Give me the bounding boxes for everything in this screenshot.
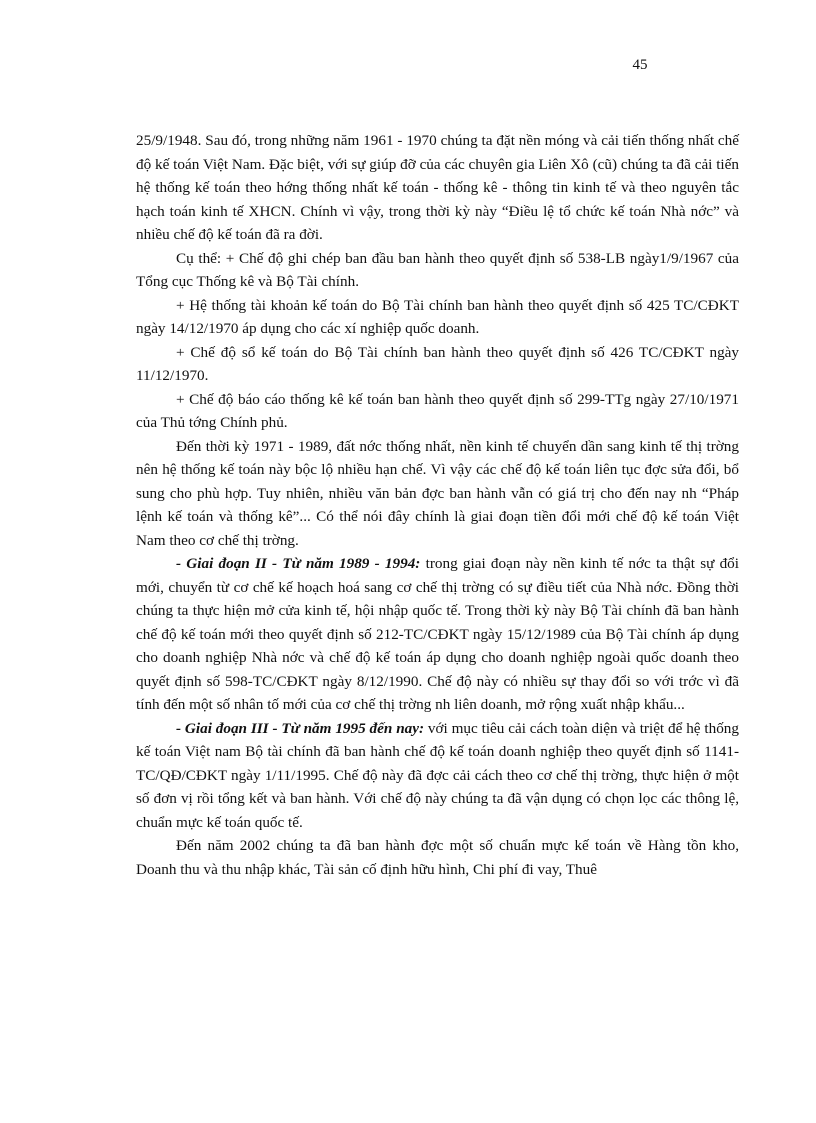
paragraph-accounts-system bbox=[136, 294, 739, 341]
paragraph-1971-1989 bbox=[136, 435, 739, 553]
phase-heading: - Giai đoạn II - Từ năm 1989 - 1994: bbox=[176, 555, 421, 572]
paragraph-text: Đến năm 2002 chúng ta đã ban hành đợc một số chuẩn mực kế toán về Hàng tồn kho, Doanh thu và thu nhập khác, Tài sản cố định hữu hình, Chi phí đi vay, Thuê bbox=[136, 837, 739, 878]
paragraph-phase-2 bbox=[136, 552, 739, 717]
paragraph-phase-3 bbox=[136, 717, 739, 835]
paragraph-ledger-regime bbox=[136, 341, 739, 388]
paragraph-intro bbox=[136, 129, 739, 247]
paragraph-text: Cụ thể: + Chế độ ghi chép ban đầu ban hành theo quyết định số 538-LB ngày1/9/1967 của Tổng cục Thống kê và Bộ Tài chính. bbox=[136, 249, 739, 290]
paragraph-text: + Chế độ báo cáo thống kê kế toán ban hành theo quyết định số 299-TTg ngày 27/10/1971 của Thủ tớng Chính phủ. bbox=[136, 390, 739, 431]
page-number: 45 bbox=[632, 57, 648, 73]
paragraph-text: với mục tiêu cải cách toàn diện và triệt để hệ thống kế toán Việt nam Bộ tài chính đã ban hành chế độ kế toán doanh nghiệp theo quyết định số 1141-TC/QĐ/CĐKT ngày 1/11/1995. Chế độ này đã đợc cải cách theo cơ chế thị trờng, thực hiện ở một số đơn vị rồi tổng kết và ban hành. Với chế độ này chúng ta đã vận dụng có chọn lọc các thông lệ, chuẩn mực kế toán quốc tế. bbox=[136, 719, 739, 831]
paragraph-report-regime bbox=[136, 388, 739, 435]
paragraph-text: trong giai đoạn này nền kinh tế nớc ta thật sự đổi mới, chuyển từ cơ chế kế hoạch hoá sang cơ chế thị trờng có sự điều tiết của Nhà nớc. Đồng thời chúng ta thực hiện mở cửa kinh tế, hội nhập quốc tế. Trong thời kỳ này Bộ Tài chính đã ban hành chế độ kế toán mới theo quyết định số 212-TC/CĐKT ngày 15/12/1989 của Bộ Tài chính áp dụng cho doanh nghiệp Nhà nớc và chế độ kế toán áp dụng cho doanh nghiệp ngoài quốc doanh theo quyết định số 598-TC/CĐKT ngày 8/12/1990. Chế độ này có nhiều sự thay đổi so với trớc vì đã tính đến một số nhân tố mới của cơ chế thị trờng nh liên doanh, mở rộng xuất nhập khẩu... bbox=[136, 555, 740, 713]
paragraph-text: 25/9/1948. Sau đó, trong những năm 1961 - 1970 chúng ta đặt nền móng và cải tiến thống nhất chế độ kế toán Việt Nam. Đặc biệt, với sự giúp đỡ của các chuyên gia Liên Xô (cũ) chúng ta đã cải tiến hệ thống kế toán theo hớng thống nhất kế toán - thống kê - thông tin kinh tế và theo nguyên tắc hạch toán kinh tế XHCN. Chính vì vậy, trong thời kỳ này “Điều lệ tổ chức kế toán Nhà nớc” và nhiều chế độ kế toán đã ra đời. bbox=[136, 132, 739, 243]
paragraph-text: Đến thời kỳ 1971 - 1989, đất nớc thống nhất, nền kinh tế chuyển dần sang kinh tế thị trờng nên hệ thống kế toán này bộc lộ nhiều hạn chế. Vì vậy các chế độ kế toán liên tục đợc sửa đổi, bổ sung cho phù hợp. Tuy nhiên, nhiều văn bản đợc ban hành vẫn có giá trị cho đến nay nh “Pháp lệnh kế toán và thống kê”... Có thể nói đây chính là giai đoạn tiền đổi mới chế độ kế toán Việt Nam theo cơ chế thị trờng. bbox=[136, 437, 739, 549]
paragraph-text: + Hệ thống tài khoản kế toán do Bộ Tài chính ban hành theo quyết định số 425 TC/CĐKT ngày 14/12/1970 áp dụng cho các xí nghiệp quốc doanh. bbox=[136, 296, 739, 337]
body-text bbox=[136, 129, 739, 881]
phase-heading: - Giai đoạn III - Từ năm 1995 đến nay: bbox=[176, 719, 425, 737]
paragraph-text: + Chế độ sổ kế toán do Bộ Tài chính ban hành theo quyết định số 426 TC/CĐKT ngày 11/12/1970. bbox=[136, 343, 739, 384]
paragraph-details bbox=[136, 247, 739, 294]
paragraph-2002 bbox=[136, 834, 739, 881]
